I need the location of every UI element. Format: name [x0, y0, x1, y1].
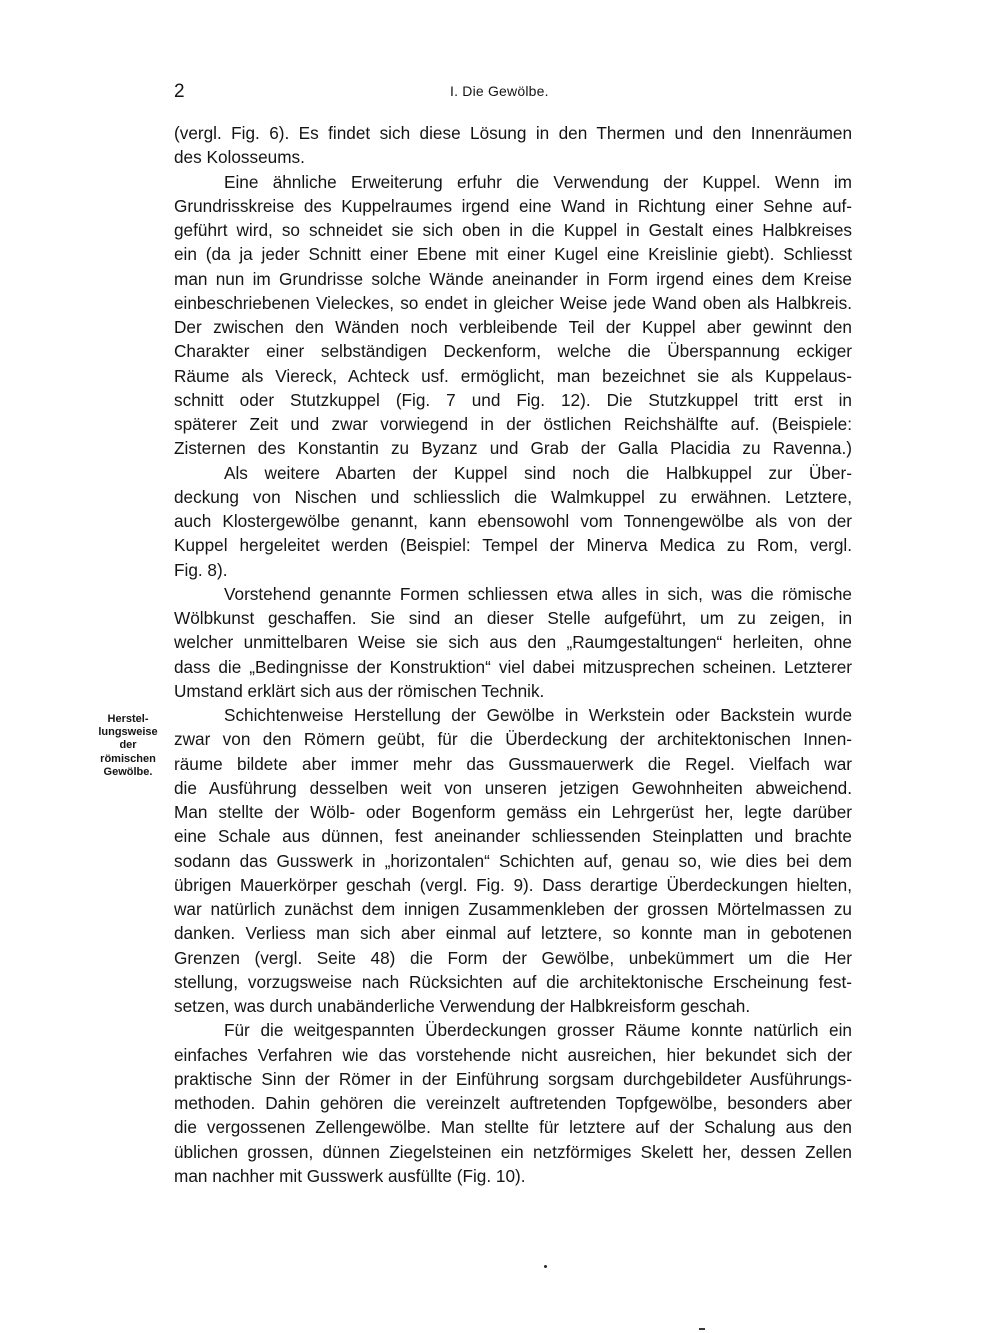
text-line: Charakter einer selbständigen Deckenform, welche die Überspannung eckiger	[174, 341, 852, 362]
text-line: methoden. Dahin gehören die vereinzelt auftretenden Topfgewölbe, besonders aber	[174, 1093, 852, 1113]
text-line: dass die „Bedingnisse der Konstruktion“ viel dabei mitzusprechen scheinen. Letzterer	[174, 656, 852, 677]
running-title: I. Die Gewölbe.	[450, 83, 549, 99]
text-line: Man stellte der Wölb- oder Bogenform gemäss ein Lehrgerüst her, legte darüber	[174, 802, 852, 822]
text-line: des Kolosseums.	[174, 147, 305, 168]
page-number: 2	[174, 81, 185, 102]
margin-note	[86, 713, 170, 779]
text-line: welcher unmittelbaren Weise sie sich aus den „Raumgestaltungen“ herleiten, ohne	[174, 632, 852, 653]
text-line: geführt wird, so schneidet sie sich oben in die Kuppel in Gestalt eines Halbkreises	[174, 220, 852, 240]
text-line: Fig. 8).	[174, 559, 228, 580]
text-line: stellung, vorzugsweise nach Rücksichten auf die architektonische Erscheinung fest-	[174, 971, 852, 992]
text-line: deckung von Nischen und schliesslich die Walmkuppel zu erwähnen. Letztere,	[174, 486, 852, 507]
text-line: Wölbkunst geschaffen. Sie sind an dieser Stelle aufgeführt, um zu zeigen, in	[174, 608, 852, 628]
text-line: üblichen grossen, dünnen Ziegelsteinen ein netzförmiges Skelett her, dessen Zellen	[174, 1141, 852, 1162]
ink-speck	[699, 1328, 705, 1330]
text-line: Der zwischen den Wänden noch verbleibende Teil der Kuppel aber gewinnt den	[174, 317, 852, 337]
text-line: war natürlich zunächst dem innigen Zusammenkleben der grossen Mörtelmassen zu	[174, 899, 852, 919]
text-line: Grenzen (vergl. Seite 48) die Form der Gewölbe, unbekümmert um die Her	[174, 947, 852, 968]
text-line: sodann das Gusswerk in „horizontalen“ Schichten auf, genau so, wie dies bei dem	[174, 850, 852, 871]
margin-note-line: der	[119, 739, 137, 752]
text-line: Als weitere Abarten der Kuppel sind noch die Halbkuppel zur Über-	[224, 462, 852, 483]
text-line: ein (da ja jeder Schnitt einer Ebene mit einer Kugel eine Kreislinie giebt). Schliesst	[174, 244, 852, 265]
text-line: schnitt oder Stutzkuppel (Fig. 7 und Fig. 12). Die Stutzkuppel tritt erst in	[174, 389, 852, 410]
text-line: zwar von den Römern geübt, für die Überdeckung der architektonischen Innen-	[174, 729, 852, 750]
margin-note-line: lungsweise	[98, 726, 158, 739]
ink-speck	[544, 1265, 547, 1268]
text-line: die Ausführung desselben weit von unseren jetzigen Gewohnheiten abweichend.	[174, 777, 852, 798]
body-text	[174, 121, 852, 1188]
text-line: Umstand erklärt sich aus der römischen Technik.	[174, 680, 545, 701]
margin-note-line: Herstel-	[107, 713, 149, 725]
text-line: (vergl. Fig. 6). Es findet sich diese Lösung in den Thermen und den Innenräumen	[174, 123, 852, 143]
text-line: Vorstehend genannte Formen schliessen etwa alles in sich, was die römische	[224, 583, 852, 604]
text-line: räume bildete aber immer mehr das Gussmauerwerk die Regel. Vielfach war	[174, 753, 852, 774]
text-line: Kuppel hergeleitet werden (Beispiel: Tempel der Minerva Medica zu Rom, vergl.	[174, 535, 852, 556]
text-line: die vergossenen Zellengewölbe. Man stellte für letztere auf der Schalung aus den	[174, 1117, 852, 1138]
text-line: eine Schale aus dünnen, fest aneinander schliessenden Steinplatten und brachte	[174, 826, 852, 847]
text-line: man nachher mit Gusswerk ausfüllte (Fig. 10).	[174, 1165, 526, 1186]
text-line: setzen, was durch unabänderliche Verwendung der Halbkreisform geschah.	[174, 996, 751, 1016]
text-line: einfaches Verfahren wie das vorstehende nicht ausreichen, hier bekundet sich der	[174, 1044, 852, 1065]
text-line: Eine ähnliche Erweiterung erfuhr die Verwendung der Kuppel. Wenn im	[224, 171, 852, 192]
text-line: Räume als Viereck, Achteck usf. ermöglicht, man bezeichnet sie als Kuppelaus-	[174, 365, 852, 386]
margin-note-line: römischen	[100, 752, 156, 765]
text-line: Für die weitgespannten Überdeckungen grosser Räume konnte natürlich ein	[224, 1020, 852, 1041]
text-line: auch Klostergewölbe genannt, kann ebensowohl vom Tonnengewölbe als von der	[174, 511, 852, 531]
text-line: Zisternen des Konstantin zu Byzanz und Grab der Galla Placidia zu Ravenna.)	[174, 438, 852, 459]
text-line: späterer Zeit und zwar vorwiegend in der östlichen Reichshälfte auf. (Beispiele:	[174, 414, 852, 434]
text-line: Schichtenweise Herstellung der Gewölbe in Werkstein oder Backstein wurde	[224, 705, 852, 725]
text-line: Grundrisskreise des Kuppelraumes irgend eine Wand in Richtung einer Sehne auf-	[174, 195, 852, 216]
text-line: übrigen Mauerkörper geschah (vergl. Fig. 9). Dass derartige Überdeckungen hielten,	[174, 874, 852, 895]
text-line: praktische Sinn der Römer in der Einführung sorgsam durchgebildeter Ausführungs-	[174, 1068, 852, 1089]
text-line: danken. Verliess man sich aber einmal auf letztere, so konnte man in gebotenen	[174, 923, 852, 944]
text-line: einbeschriebenen Vieleckes, so endet in gleicher Weise jede Wand oben als Halbkreis.	[174, 292, 852, 313]
text-line: man nun im Grundrisse solche Wände aneinander in Form irgend eines dem Kreise	[174, 268, 852, 289]
margin-note-line: Gewölbe.	[103, 765, 153, 778]
